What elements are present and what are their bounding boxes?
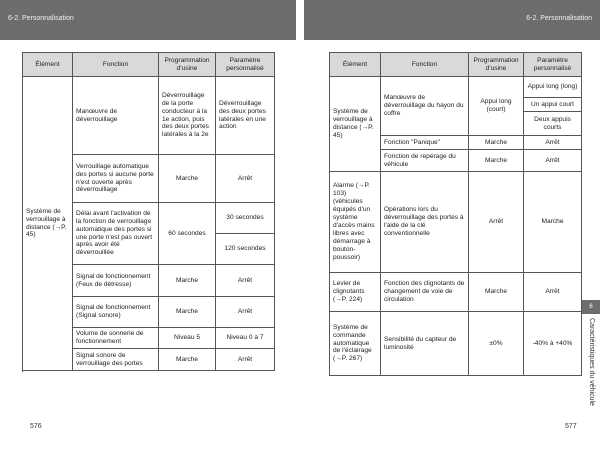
parametre-cell: Arrêt <box>524 136 582 150</box>
parametre-cell: Arrêt <box>216 155 275 203</box>
page-gutter <box>296 0 304 450</box>
table-row <box>330 172 582 273</box>
fonction-cell: Fonction de repérage du véhicule <box>381 150 469 172</box>
fonction-cell: Délai avant l'activation de la fonction de verrouillage automatique des portes si une porte n'est pas ouvert après avoir été déverrouillée <box>73 203 159 265</box>
col-header-fonction: Fonction <box>381 53 469 77</box>
parametre-cell: Arrêt <box>216 297 275 328</box>
left-header-title: 6-2. Personnalisation <box>8 15 74 22</box>
programmation-cell: Marche <box>159 265 216 297</box>
left-settings-table <box>22 52 275 371</box>
programmation-cell: Marche <box>469 150 524 172</box>
col-header-element: Élément <box>23 53 73 77</box>
programmation-cell: Appui long (court) <box>469 77 524 136</box>
parametre-cell: 120 secondes <box>216 234 275 265</box>
programmation-cell: Niveau 5 <box>159 328 216 349</box>
table-row <box>330 77 582 98</box>
chapter-label-container <box>582 318 600 406</box>
parametre-cell: Niveau 0 à 7 <box>216 328 275 349</box>
table-row <box>330 312 582 376</box>
table-header-row <box>330 53 582 77</box>
fonction-cell: Signal sonore de verrouillage des portes <box>73 349 159 371</box>
programmation-cell: Arrêt <box>469 172 524 273</box>
programmation-cell: Marche <box>159 297 216 328</box>
programmation-cell: ±0% <box>469 312 524 376</box>
fonction-cell: Sensibilité du capteur de luminosité <box>381 312 469 376</box>
programmation-cell: Marche <box>469 273 524 312</box>
element-cell: Levier de clignotants (→P. 224) <box>330 273 381 312</box>
table-row <box>23 77 275 155</box>
left-page-number: 576 <box>30 423 42 430</box>
chapter-label: Caractéristiques du véhicule <box>588 318 595 406</box>
element-cell: Alarme (→P. 103) (véhicules équipés d'un système d'accès mains libres avec démarrage à bouton-poussoir) <box>330 172 381 273</box>
fonction-cell: Volume de sonnerie de fonctionnement <box>73 328 159 349</box>
parametre-cell: Arrêt <box>216 265 275 297</box>
fonction-cell: Signal de fonctionnement (Signal sonore) <box>73 297 159 328</box>
parametre-cell: 30 secondes <box>216 203 275 234</box>
programmation-cell: Marche <box>159 349 216 371</box>
table-row <box>330 273 582 312</box>
fonction-cell: Opérations lors du déverrouillage des portes à l'aide de la clé conventionnelle <box>381 172 469 273</box>
col-header-programmation: Programmation d'usine <box>159 53 216 77</box>
parametre-cell: Arrêt <box>524 150 582 172</box>
col-header-fonction: Fonction <box>73 53 159 77</box>
right-settings-table <box>329 52 582 376</box>
col-header-element: Élément <box>330 53 381 77</box>
parametre-cell: Deux appuis courts <box>524 112 582 136</box>
right-page-number: 577 <box>565 423 577 430</box>
table-header-row <box>23 53 275 77</box>
right-header-title: 6-2. Personnalisation <box>526 15 592 22</box>
fonction-cell: Fonction des clignotants de changement de voie de circulation <box>381 273 469 312</box>
fonction-cell: Verrouillage automatique des portes si aucune porte n'est ouverte après déverrouillage <box>73 155 159 203</box>
col-header-parametre: Paramètre personnalisé <box>216 53 275 77</box>
parametre-cell: Marche <box>524 172 582 273</box>
parametre-cell: Arrêt <box>216 349 275 371</box>
fonction-cell: Manœuvre de déverrouillage du hayon du coffre <box>381 77 469 136</box>
fonction-cell: Fonction "Panique" <box>381 136 469 150</box>
programmation-cell: Déverrouillage de la porte conducteur à la 1e action, puis des deux portes latérales à la 2e <box>159 77 216 155</box>
fonction-cell: Manœuvre de déverrouillage <box>73 77 159 155</box>
element-cell: Système de verrouillage à distance (→P. 45) <box>23 77 73 371</box>
col-header-programmation: Programmation d'usine <box>469 53 524 77</box>
element-cell: Système de verrouillage à distance (→P. 45) <box>330 77 381 172</box>
chapter-tab: 6 <box>582 300 600 314</box>
programmation-cell: Marche <box>159 155 216 203</box>
programmation-cell: Marche <box>469 136 524 150</box>
element-cell: Système de commande automatique de l'éclairage (→P. 267) <box>330 312 381 376</box>
col-header-parametre: Paramètre personnalisé <box>524 53 582 77</box>
programmation-cell: 60 secondes <box>159 203 216 265</box>
parametre-cell: Appui long (long) <box>524 77 582 98</box>
fonction-cell: Signal de fonctionnement (Feux de détresse) <box>73 265 159 297</box>
parametre-cell: Déverrouillage des deux portes latérales en une action <box>216 77 275 155</box>
parametre-cell: -40% à +40% <box>524 312 582 376</box>
parametre-cell: Un appui court <box>524 98 582 112</box>
parametre-cell: Arrêt <box>524 273 582 312</box>
